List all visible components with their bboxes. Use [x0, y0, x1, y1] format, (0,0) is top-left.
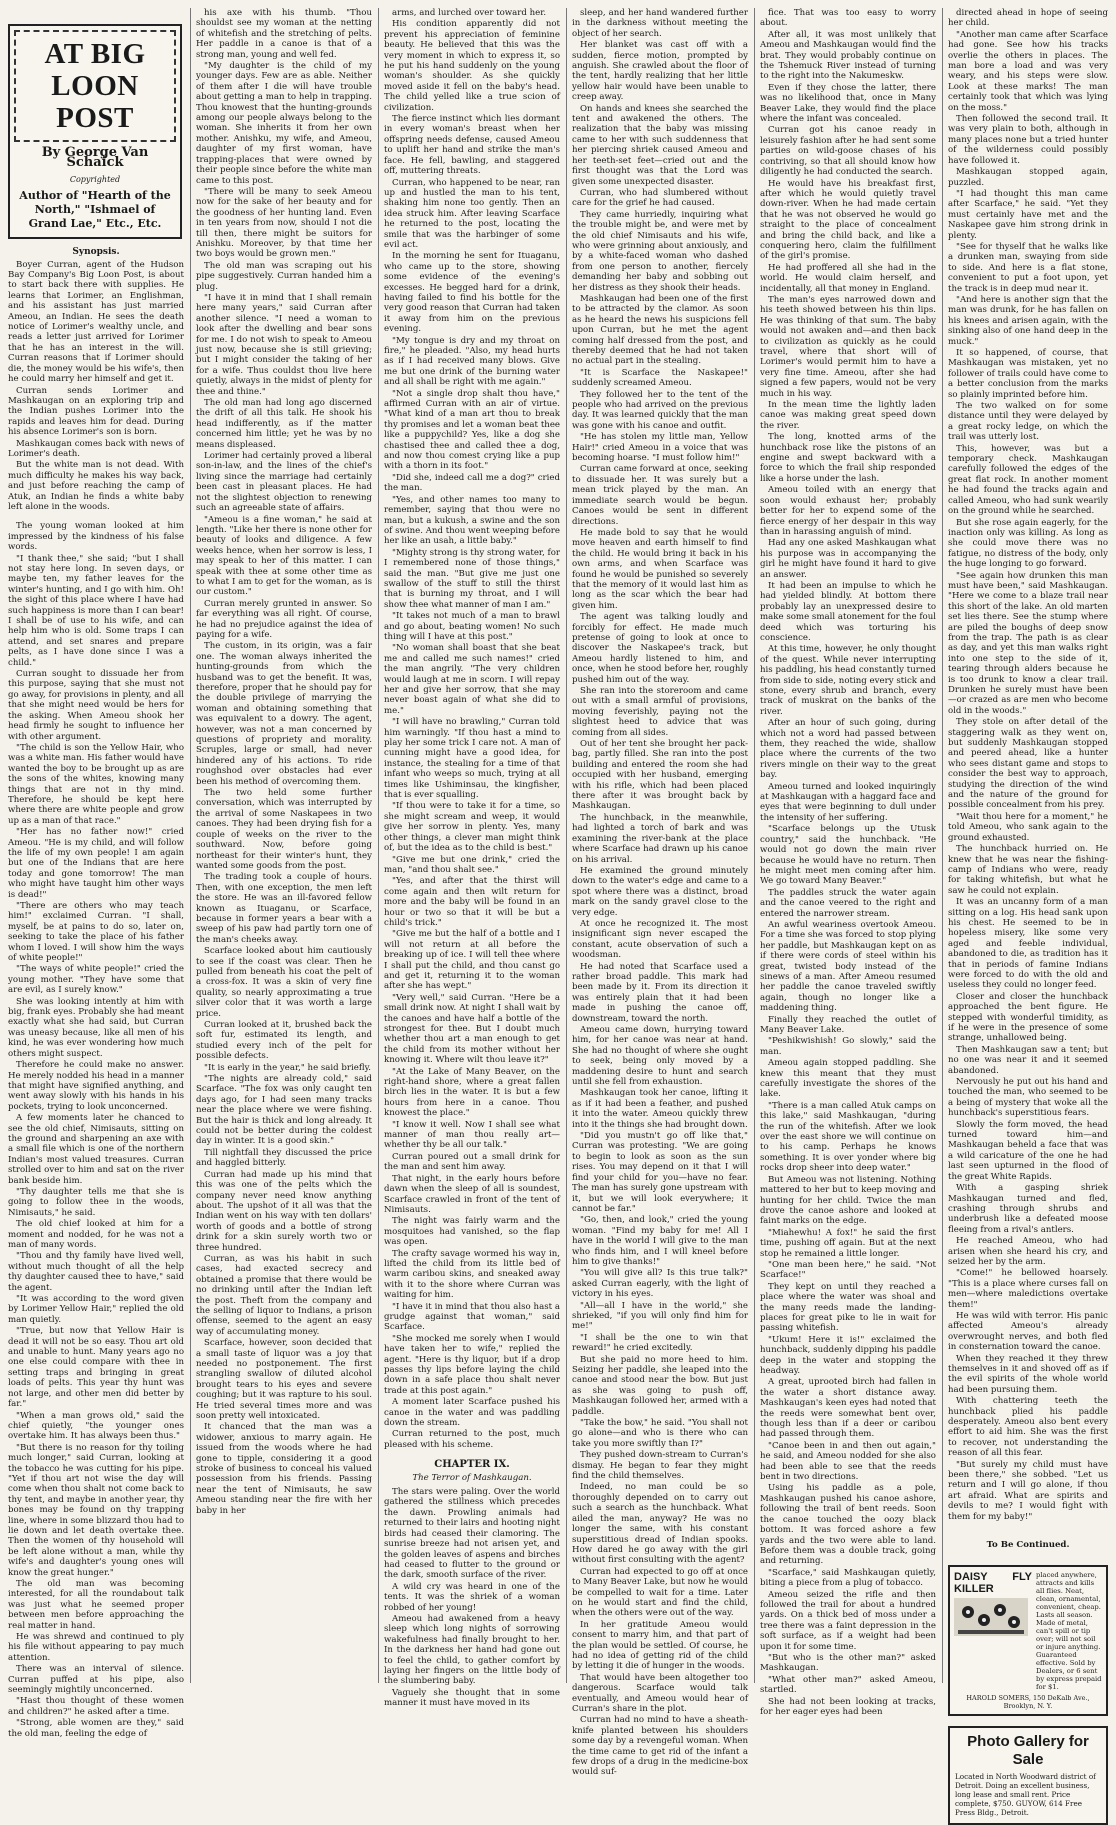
story-paragraph: She was looking intently at him with big, frank eyes. Probably she had meant exactly what she had said, but Curran was uneasy because, like all men of his kind, he was ever wondering how much others might suspect. — [8, 996, 184, 1059]
story-paragraph: The long, knotted arms of the hunchback rose like the pistons of an engine and swept backward with a force to which the frail ship responded like a horse under the lash. — [760, 432, 936, 484]
daisy-ad-footer: HAROLD SOMERS, 150 DeKalb Ave., Brooklyn, N. Y. — [966, 1693, 1090, 1710]
story-paragraph: "There is a man called Atuk camps on this lake," said Mashkaugan, "during the run of the whitefish. After we look over the east shore we will continue on to his camp. Perhaps he knows something. It is over yonder where big rocks drop sheer into deep water." — [760, 1100, 936, 1174]
story-paragraph: Curran, who happened to be near, ran up and hustled the man to his tent, shaking him none too gently. Then an idea struck him. After leaving Scarface he returned to the post, locating the smile that was the harbinger of some evil act. — [384, 177, 560, 250]
story-paragraph: "I will have no brawling," Curran told him warningly. "If thou hast a mind to play her some trick I care not. A man of cunning might have a good idea, for instance, the stealing for a time of that infant who weeps so much, trying at all times like Ushiminsau, the kingfisher, that is ever squalling. — [384, 717, 560, 801]
story-paragraph: An awful weariness overtook Ameou. For a time she was forced to stop plying her paddle, but Mashkaugan kept on as if there were cords of steel within his great, twisted body instead of the sinews of a man. After Ameou resumed her paddle the canoe traveled swiftly again, though no longer like a maddening thing. — [760, 919, 936, 1014]
story-paragraph: "And here is another sign that the man was drunk, for he has fallen on his knees and arisen again, with the sinking also of one hand deep in the muck." — [948, 294, 1108, 347]
story-paragraph: At once he recognized it. The most insignificant sign never escaped the constant, acute observation of such a woodsman. — [572, 918, 748, 961]
story-paragraph: "The ways of white people!" cried the young mother. "They have some that are evil, as I surely know." — [8, 964, 184, 996]
story-paragraph: "When a man grows old," said the chief quietly, "the younger ones overtake him. It has always been thus." — [8, 1410, 184, 1442]
story-paragraph: arms, and lurched over toward her. — [392, 8, 547, 18]
story-paragraph: Ameou toiled with an energy that soon would exhaust her; probably better for her to expend some of the fierce energy of her despair in this way than in harassing anguish of mind. — [760, 485, 936, 537]
story-paragraph: The old man was scraping out his pipe suggestively. Curran handed him a plug. — [196, 260, 372, 292]
story-paragraph: "See again how drunken this man must have been," said Mashkaugan. "Here we come to a blaze trail near this short of the lake. An old marten set lies there. See the stump where are piled the boughs of deep snow from the trap. The path is as clear as day, and yet this man walks right into one step to the side of it, tearing through alders because he is too drunk to know a clear trail. Drunken he surely must have been—or crazed as are men who become old in the woods." — [948, 570, 1108, 716]
column-divider — [190, 8, 191, 1683]
story-paragraph: "One man been here," he said. "Not Scarface!" — [760, 1259, 936, 1281]
story-paragraph: "Miahewhu! A fox!" he said the first time, pushing off again. But at the next stop he remained a little longer. — [760, 1227, 936, 1259]
story-paragraph: He was wild with terror. His panic affected Ameou's already overwrought nerves, and both fled in consternation toward the canoe. — [948, 1310, 1108, 1353]
story-paragraph: There was an interval of silence. Curran puffed at his pipe, also seemingly mightily unconcerned. — [8, 1664, 184, 1696]
story-paragraph: Then Mashkaugan saw a tent; but no one was near it and it seemed abandoned. — [948, 1044, 1108, 1076]
story-paragraph: The young woman looked at him impressed by the kindness of his false words. — [8, 521, 184, 553]
story-paragraph: "The nights are already cold," said Scarface. "The fox was only caught ten days ago, for I had seen many tracks near the place where we were fishing. But the hair is thick and long already. It could not be better during the coldest day in winter. It is a good skin." — [196, 1074, 372, 1147]
column-3 — [384, 8, 560, 1709]
story-paragraph: Indeed, no man could be so thoroughly depended on to carry out such a search as the hunchback. What ailed the man, anyway? He was no longer the same, with his constant superstitious dread of Indian spooks. How dared he go away with the girl without first consulting with the agent? — [572, 1482, 748, 1566]
chapter-subtitle: The Terror of Mashkaugan. — [412, 1472, 532, 1483]
story-paragraph: "But who is the other man?" asked Mashkaugan. — [760, 1652, 936, 1674]
story-paragraph: "What other man?" asked Ameou, startled. — [760, 1674, 936, 1696]
story-paragraph: The two walked on for some distance until they were delayed by a great rocky ledge, on which the trail was utterly lost. — [948, 401, 1108, 443]
story-paragraph: "Her has no father now!" cried Ameou. "He is my child, and will follow the life of my own people! I am again but one of the Indians that are here today and gone tomorrow! The man who might have taught him other ways is dead!" — [8, 827, 184, 900]
story-paragraph: Curran, who had slumbered without care for the grief he had caused. — [572, 187, 748, 209]
story-paragraph: Curran sought to dissuade her from this purpose, saying that she must not go away, for provisions in plenty, and all that she might need would be hers for the asking. When Ameou shook her head firmly he sought to influence her with other argument. — [8, 669, 184, 742]
story-paragraph: They kept on until they reached a place where the water was shoal and the many reeds made the landing-places for great pike to lie in wait for passing whitefish. — [760, 1281, 936, 1334]
byline: By George Van Schaick — [41, 145, 149, 171]
story-paragraph: But she paid no more heed to him. Seizing her paddle, she leaped into the canoe and stood near the bow. But just as she was going to push off, Mashkaugan followed her, armed with a paddle. — [572, 1354, 748, 1417]
story-paragraph: The two held some further conversation, which was interrupted by the arrival of some Naskapees in two canoes. They had been drying fish for a couple of weeks on the river to the southward. Now, before going northeast for their winter's hunt, they wanted some goods from the post. — [196, 788, 372, 871]
story-paragraph: It chanced that the man was a widower, anxious to marry again. He issued from the woods where he had gone to tipple, considering it a good stroke of business to conceal his valued possession from his friends. Passing near the tent of Nimisauts, he saw Ameou standing near the fire with her baby in her — [196, 1422, 372, 1516]
story-paragraph: Out of her tent she brought her pack-bag, partly filled. She ran into the post building and entered the room she had occupied with her husband, emerging with his rifle, which had been placed there after it was brought back by Mashkaugan. — [572, 739, 748, 812]
story-paragraph: Slowly the form moved, the head turned toward him—and Mashkaugan beheld a face that was a wild caricature of the one he had last seen upturned in the flood of the great White Rapids. — [948, 1119, 1108, 1182]
story-paragraph: "It is Scarface the Naskapee!" suddenly screamed Ameou. — [572, 367, 748, 389]
story-paragraph: On hands and knees she searched the tent and awakened the others. The realization that the baby was missing came to her with such suddenness that her piercing shriek caused Ameou and her teeth-set feet—cried out and the first thought was that the Lord was given some unexpected disaster. — [572, 103, 748, 187]
story-paragraph: Scarface, however, soon decided that a small taste of liquor was a joy that needed no postponement. The first strangling swallow of diluted alcohol brought tears to his eyes and severe coughing; but it was rapture to his soul. He tried several times more and was soon pretty well intoxicated. — [196, 1338, 372, 1422]
story-paragraph: They pushed down-stream to Curran's dismay. He began to fear they might find the child themselves. — [572, 1450, 748, 1482]
column-divider — [378, 8, 379, 1683]
story-paragraph: In her gratitude Ameou would consent to marry him, and that part of the plan would be settled. Of course, he had no idea of getting rid of the child by letting it die of hunger in the woods. — [572, 1619, 748, 1672]
story-paragraph: "Peshikwishish! Go slowly," said the man. — [760, 1036, 936, 1057]
story-paragraph: Curran poured out a small drink for the man and sent him away. — [384, 1151, 560, 1173]
story-paragraph: Mashkaugan had been one of the first to be attracted by the clamor. As soon as he heard the news his suspicions fell upon Curran, but he met the agent coming half dressed from the post, and thereby deemed that he had not taken no actual part in the stealing. — [572, 293, 748, 367]
story-paragraph: "There will be many to seek Ameou now for the sake of her beauty and for the goodness of her hunting land. Even in ten years from now, should I not die till then, there might be suitors for Anishku. Moreover, by that time her two boys would be grown men." — [196, 186, 372, 260]
story-paragraph: "I know it well. Now I shall see what manner of man thou really art—whether thy be all our talk." — [384, 1119, 560, 1151]
story-paragraph: The man's eyes narrowed down and his teeth showed between his thin lips. He was thinking of that sum. The baby would not awaken and—and then back to civilization as quickly as he could travel, where that short will of Lorimer's would permit him to have a very fine time. Ameou, after she had signed a few papers, would not be very much in his way. — [760, 294, 936, 399]
column-6 — [948, 8, 1108, 1817]
story-paragraph: It had been an impulse to which he had yielded blindly. At bottom there probably lay an unexpressed desire to make some small atonement for the foul deed which was torturing his conscience. — [760, 580, 936, 643]
story-paragraph: When they reached it they threw themselves in it and shoved off as if the evil spirits of the whole world had been pursuing them. — [948, 1353, 1108, 1395]
daisy-ad-body: placed anywhere, attracts and kills all flies. Neat, clean, ornamental, convenient, cheap. Lasts all season. Made of metal, can't spill or tip over; will not soil or injure anything. Guaranteed effective. Sold by Dealers, or 6 sent by express prepaid for $1. — [1036, 1570, 1102, 1691]
story-paragraph: Ameou had awakened from a heavy sleep which long nights of sorrowing wakefulness had finally brought to her. In the darkness her hand had gone out to feel the child, to gather comfort by laying her fingers on the little body of the slumbering baby. — [384, 1613, 560, 1687]
column-divider — [754, 8, 755, 1683]
story-paragraph: The old man had long ago discerned the drift of all this talk. He shook his head indifferently, as if the matter concerned him little; yet he was by no means displeased. — [196, 398, 372, 450]
fly-killer-illustration-icon — [954, 1598, 1028, 1636]
column-6-text — [948, 8, 1108, 1522]
story-paragraph: That night, in the early hours before dawn when the sleep of all is soundest, Scarface crawled in front of the tent of Nimisauts. — [384, 1173, 560, 1215]
story-paragraph: sleep, and her hand wandered further in the darkness without meeting the object of her search. — [572, 8, 748, 39]
daisy-ad-title: DAISY FLY KILLER — [954, 1570, 1032, 1595]
story-paragraph: "I had thought this man came after Scarface," he said. "Yet they must certainly have met and the Naskapee gave him strong drink in plenty. — [948, 188, 1108, 241]
story-paragraph: his axe with his thumb. "Thou shouldst see my woman at the netting of whitefish and the stretching of pelts. Her paddle in a canoe is that of a strong man, young and well fed. — [196, 8, 372, 60]
synopsis-paragraph: But the white man is not dead. With much difficulty he makes his way back, and just before reaching the camp of Atuk, an Indian he finds a white baby left alone in the woods. — [8, 460, 184, 512]
story-paragraph: The fierce instinct which lies dormant in every woman's breast when her offspring needs defense, caused Ameou to uplift her hand and strike the man's face. He fell, bawling, and staggered off, muttering threats. — [384, 114, 560, 177]
story-paragraph: It was an uncanny form of a man sitting on a log. His head sank upon his chest. He seemed to be in hopeless misery, like some very aged and feeble individual, abandoned to die, as tradition has it that in periods of famine Indians were forced to do with the old and useless they could no longer feed. — [948, 897, 1108, 991]
story-paragraph: He examined the ground minutely down to the water's edge and came to a spot where there was a distinct, broad mark on the sandy gravel close to the very edge. — [572, 865, 748, 918]
story-paragraph: directed ahead in hope of seeing her child. — [948, 8, 1108, 29]
story-paragraph: "It was according to the word given by Lorimer Yellow Hair," replied the old man quietly. — [8, 1294, 184, 1325]
author-credits: Author of "Hearth of the North," "Ishmael of Grand Lae," Etc., Etc. — [19, 189, 171, 231]
story-paragraph: It so happened, of course, that Mashkaugan was mistaken, yet no follower of trails could have come to a better conclusion from the marks so plainly imprinted before him. — [948, 348, 1108, 400]
story-paragraph: Closer and closer the hunchback approached the bent figure. He stepped with wonderful timidity, as if he were in the presence of some strange, unhallowed being. — [948, 991, 1108, 1044]
story-paragraph: Curran had no mind to have a sheath-knife planted between his shoulders some day by a revengeful woman. When the time came to get rid of the infant a few drops of a drug in the medicine-box would suf- — [572, 1715, 748, 1778]
story-paragraph: Ameou came down, hurrying toward him, for her canoe was near at hand. She had no thought of where she ought to seek, being only moved by a maddening desire to hunt and search until she fell from exhaustion. — [572, 1025, 748, 1088]
story-paragraph: They followed her to the tent of the people who had arrived on the previous day. It was learned quickly that the man was gone with his canoe and outfit. — [572, 389, 748, 431]
story-paragraph: The stars were paling. Over the world gathered the stillness which precedes the dawn. Prowling animals had returned to their lairs and hooting night birds had ceased their clamoring. The sunrise breeze had not arisen yet, and the golden leaves of aspens and birches had ceased to flutter to the ground or the dark, smooth surface of the river. — [384, 1487, 560, 1581]
story-paragraph: A moment later Scarface pushed his canoe in the water and was paddling down the stream. — [384, 1397, 560, 1429]
story-paragraph: With chattering teeth the hunchback plied his paddle desperately. Ameou also bent every effort to aid him. She was the first to recover, not understanding the reason of all this fear. — [948, 1396, 1108, 1459]
column-1-text — [8, 521, 184, 1739]
story-paragraph: After all, it was most unlikely that Ameou and Mashkaugan would find the brat. They would probably continue on the Tshemuck River instead of turning to the right into the Nakumeskw. — [760, 29, 936, 82]
story-paragraph: Mashkaugan took her canoe, lifting it as if it had been a feather, and pushed it into the water. Ameou quickly threw into it the things she had brought down. — [572, 1088, 748, 1130]
story-paragraph: "I have it in mind that thou also hast a grudge against that woman," said Scarface. — [384, 1301, 560, 1333]
story-paragraph: "Ukum! Here it is!" exclaimed the hunchback, suddenly dipping his paddle deep in the water and stopping the headway. — [760, 1334, 936, 1376]
story-paragraph: "She mocked me sorely when I would have taken her to wife," replied the agent. "Here is thy liquor, but if a drop passes thy lips before laying the child down in a safe place thou shalt never trade at this post again." — [384, 1333, 560, 1396]
story-paragraph: He had proffered all she had in the world. He would claim herself, and incidentally, all that money in England. — [760, 262, 936, 294]
story-paragraph: Ameou turned and looked inquiringly at Mashkaugan with a haggard face and eyes that were beginning to dull under the intensity of her suffering. — [760, 781, 936, 823]
story-paragraph: Till nightfall they discussed the price and haggled bitterly. — [196, 1147, 372, 1169]
column-divider — [942, 8, 943, 1683]
story-paragraph: "Another man came after Scarface had gone. See how his tracks overlie the others in places. The man bore a load and was very weary, and his steps were slow. Look at these marks! The man certainly took that which was lying on the moss." — [948, 29, 1108, 113]
story-paragraph: He made bold to say that he would move heaven and earth himself to find the child. He would bring it back in his own arms, and when Scarface was found he would be punished so severely that the memory of it would last him as long as the scar which the bear had given him. — [572, 527, 748, 611]
story-paragraph: Curran came forward at once, seeking to dissuade her. It was surely but a mean trick played by the man. An immediate search would be begun. Canoes would be sent in different directions. — [572, 464, 748, 527]
synopsis-paragraph: Curran sends Lorimer and Mashkaugan on an exploring trip and the Indian pushes Lorimer into the rapids and leaves him for dead. During his absence Lorimer's son is born. — [8, 385, 184, 438]
story-paragraph: Curran looked at it, brushed back the soft fur, estimated its length, and studied every inch of the pelt for possible defects. — [196, 1020, 372, 1062]
photo-ad-body: Located in North Woodward district of Detroit. Doing an excellent business, long lease and small rent. Price complete, $750. GUYOW, 614 Free Press Bldg., Detroit. — [955, 1771, 1096, 1817]
story-paragraph: The crafty savage wormed his way in, lifted the child from its little bed of warm caribou skins, and sneaked away with it to the shore where Curran was waiting for him. — [384, 1248, 560, 1301]
story-title-block — [8, 24, 182, 239]
story-paragraph: "It is early in the year," he said briefly. — [204, 1062, 372, 1073]
story-paragraph: Her blanket was cast off with a sudden, fierce motion, prompted by anguish. She crawled about the floor of the tent, hardly realizing that her little yellow hair would have been unable to creep away. — [572, 40, 748, 103]
story-paragraph: "Give me but one drink," cried the man, "and thou shalt see." — [384, 854, 560, 875]
story-paragraph: They came hurriedly, inquiring what the trouble might be, and were met by the old chief Nimisauts and his wife, who were grinning about anxiously, and by a white-faced woman who dashed from one person to another, fiercely demanding her baby and sobbing out her distress as they shook their heads. — [572, 209, 748, 293]
story-paragraph: Lorimer had certainly proved a liberal son-in-law, and the lines of the chief's living since the marriage had certainly been cast in pleasant places. He had not the slightest objection to renewing such an agreeable state of affairs. — [196, 451, 372, 514]
story-paragraph: Then followed the second trail. It was very plain to both, although in many places none but a tried hunter of the wilderness could possibly have followed it. — [948, 114, 1108, 166]
column-1 — [8, 8, 184, 1739]
story-paragraph: "Thy daughter tells me that she is going to follow thee in the woods, Nimisauts," he said. — [8, 1186, 184, 1218]
story-paragraph: "See for thyself that he walks like a drunken man, swaying from side to side. And here is a flat stone, convenient to put a foot upon, yet the track is in deep mud near it. — [948, 241, 1108, 294]
story-title: AT BIG LOON POST — [44, 38, 146, 134]
synopsis-paragraph: Boyer Curran, agent of the Hudson Bay Company's Big Loon Post, is about to start back there with supplies. He learns that Lorimer, an Englishman, and his assistant has just married Ameou, an Indian. He sees the death notice of Lorimer's wealthy uncle, and reads a letter just arrived for Lorimer that he has an interest in the will. Curran reasons that if Lorimer should die, the money would be his wife's, then he could marry her himself and get it. — [8, 259, 184, 385]
story-paragraph: "Did you mustn't go off like that," Curran was protesting. "We are going to begin to look as soon as the sun rises. You may depend on it that I will find your child for you—have no fear. The man has surely gone upstream with it, but we will look everywhere; it cannot be far." — [572, 1131, 748, 1214]
story-paragraph: But Ameou was not listening. Nothing mattered to her but to keep moving and hunting for her child. Twice the man drove the canoe ashore and looked at faint marks on the edge. — [760, 1174, 936, 1227]
copyright-notice: Copyrighted — [69, 174, 121, 184]
story-paragraph: They stole on after detail of the staggering walk as they went on, but suddenly Mashkaugan stopped and peered ahead, like a hunter who sees distant game and stops to consider the best way to approach, studying the direction of the wind and the nature of the ground for possible concealment from his prey. — [948, 717, 1108, 811]
daisy-ad-content — [954, 1571, 1102, 1691]
story-paragraph: "Yes, and other names too many to remember, saying that thou were no man, but a kukush, a swine and the son of swine. And thou went weeping before her like an usah, a little baby." — [384, 494, 560, 547]
column-5 — [760, 8, 936, 1717]
chapter-text — [384, 1487, 560, 1709]
story-paragraph: Curran, as was his habit in such cases, had exacted secrecy and obtained a promise that there would be no drinking until after the Indian left the post. Theft from the company and the selling of liquor to Indians, a prison offense, seemed to the agent an easy way of accumulating money. — [196, 1253, 372, 1337]
daisy-ad-left — [954, 1571, 1032, 1639]
story-paragraph: "I shall be the one to win that reward!" he cried excitedly. — [572, 1332, 748, 1354]
story-paragraph: Had any one asked Mashkaugan what his purpose was in accompanying the girl he might have found it hard to give an answer. — [760, 538, 936, 580]
story-paragraph: "Thou and thy family have lived well, without much thought of all the help thy daughter caused thee to have," said the agent. — [8, 1251, 184, 1293]
story-paragraph: "Hast thou thought of these women and children?" he asked after a time. — [8, 1696, 184, 1717]
story-paragraph: With a gasping shriek Mashkaugan turned and fled, crashing through shrubs and underbrush like a defeated moose fleeing from a rival's antlers. — [948, 1183, 1108, 1235]
story-paragraph: Finally they reached the outlet of Many Beaver Lake. — [760, 1014, 936, 1035]
story-paragraph: "I have it in mind that I shall remain here many years," said Curran after another silence. "I need a woman to look after the dwelling and bear sons for me. I do not wish to speak to Ameou just now, because she is still grieving; but I might consider the taking of her for a wife. Thus couldst thou live here quietly, always in the midst of plenty for thee and thine." — [196, 292, 372, 397]
story-paragraph: The hunchback hurried on. He knew that he was near the fishing-camp of Indians who were, ready for taking whitefish, but what he saw he could not explain. — [948, 844, 1108, 896]
story-paragraph: "The child is son the Yellow Hair, who was a white man. His father would have wanted the boy to be brought up as are the sons of the whites, knowing many things that are not in thy mind. Therefore, he should be kept here where there are white people and grow up as a man of that race." — [8, 742, 184, 826]
story-paragraph: "Mighty strong is thy strong water, for I remembered none of those things," said the man. "But give me just one swallow of the stuff to still the thirst that is burning my throat, and I will show thee what manner of man I am." — [384, 547, 560, 610]
story-paragraph: Curran got his canoe ready in leisurely fashion after he had sent some parties on wild-goose chases of his contriving, so that all should know how diligently he had conducted the search. — [760, 125, 936, 178]
synopsis-heading: Synopsis. — [72, 247, 120, 258]
daisy-fly-killer-ad — [948, 1565, 1108, 1716]
story-paragraph: The hunchback, in the meanwhile, had lighted a torch of bark and was examining the river-bank at the place where Scarface had drawn up his canoe on his arrival. — [572, 812, 748, 865]
synopsis-body — [8, 260, 184, 513]
column-4 — [572, 8, 748, 1778]
story-paragraph: "Scarface belongs up the Utusk country," said the hunchback. "He would not go down the main river because he would have no return. Then he might meet men coming after him. We go toward Many Beaver." — [760, 824, 936, 887]
story-paragraph: "But there is no reason for thy toiling much longer," said Curran, looking at the tobacco he was cutting for his pipe. "Yet if thou art not wise the day will come when thou shalt not come back to thy tent, and maybe in another year, thy bones may be found on thy trapping line, where in some blizzard thou had to lie down and let death overtake thee. Then the women of thy household will be left alone without a man, while thy wife's and daughter's young ones will know the great hunger." — [8, 1442, 184, 1578]
story-paragraph: "My daughter is the child of my younger days. Few are as able. Neither of them after I die will have trouble about getting a man to help in trapping. Thou knowest that the hunting-grounds among our people always belong to the woman. She inherits it from her own mother. Anishku, my wife, and Ameou, daughter of my first woman, have trapping-places that were owned by their people since before the white man came to this post. — [196, 61, 372, 186]
story-paragraph: Curran merely grunted in answer. So far everything was all right. Of course, he had no prejudice against the idea of paying for a wife. — [196, 598, 372, 640]
story-paragraph: Ameou seized the rifle and then followed the trail for about a hundred yards. On a thick bed of moss under a tree there was a faint depression in the soft surface, as if a weight had been upon it for some time. — [760, 1589, 936, 1652]
story-paragraph: Scarface looked about him cautiously to see if the coast was clear. Then he pulled from beneath his coat the pelt of a cross-fox. It was a skin of very fine quality, so nearly approximating a true silver color that it was worth a large price. — [196, 946, 372, 1019]
story-paragraph: "Scarface," said Mashkaugan quietly, biting a piece from a plug of tobacco. — [760, 1567, 936, 1589]
story-paragraph: A wild cry was heard in one of the tents. It was the shriek of a woman robbed of her young! — [384, 1581, 560, 1613]
story-paragraph: "It takes not much of a man to brawl and go about, beating women! No such thing will I have at this post." — [384, 611, 560, 642]
column-3-text — [384, 8, 560, 1450]
story-paragraph: Ameou again stopped paddling. She knew this meant that they must carefully investigate the shores of the lake. — [760, 1058, 936, 1100]
story-paragraph: Curran had expected to go off at once to Many Beaver Lake, but now he would be compelled to wait for a time. Later on he would start and find the child, when the others were out of the way. — [572, 1566, 748, 1619]
story-paragraph: In the mean time the lightly laden canoe was making great speed down the river. — [760, 400, 936, 431]
story-paragraph: "True, but now that Yellow Hair is dead it will not be so easy. Thou art old and unable to hunt. Many years ago no one else could compare with thee in setting traps and bringing in great loads of pelts. This year thy hunt was not large, and other men did better by far." — [8, 1326, 184, 1410]
story-paragraph: She ran into the storeroom and came out with a small armful of provisions, moving feverishly, paying not the slightest heed to advice that was coming from all sides. — [572, 686, 748, 738]
story-paragraph: Mashkaugan stopped again, puzzled. — [948, 167, 1108, 188]
story-paragraph: "Not a single drop shalt thou have," affirmed Curran with an air of virtue. "What kind of a man art thou to break thy promises and let a woman beat thee like a puppychild? Yes, like a dog she chastised thee and called thee a dog, and now thou comest crying like a pup with a thorn in its foot." — [384, 388, 560, 472]
story-paragraph: A great, uprooted birch had fallen in the water a short distance away. Mashkaugan's keen eyes had noted that the reeds were somewhat bent over, though less than if a deer or caribou had passed through them. — [760, 1377, 936, 1440]
story-paragraph: "Canoe been in and then out again," he said, and Ameou nodded for she also had been able to see that the reeds bent in two directions. — [760, 1440, 936, 1483]
story-paragraph: "There are others who may teach him!" exclaimed Curran. "I shall, myself, be at pains to do so, later on, seeking to take the place of his father whom I loved. I will show him the ways of white people!" — [8, 901, 184, 964]
story-paragraph: "Very well," said Curran. "Here be a small drink now. At night I shall wait by the canoes and have half a bottle of the strongest for thee. But I doubt much whether thou art a man enough to get the child from its mother without her knowing it. Where wilt thou leave it?" — [384, 992, 560, 1066]
photo-ad-title: Photo Gallery for Sale — [967, 1732, 1089, 1768]
story-paragraph: He was shrewd and continued to ply his file without appearing to pay much attention. — [8, 1632, 184, 1663]
story-paragraph: The custom, in its origin, was a fair one. The woman always inherited the hunting-grounds from which the husband was to get the benefit. It was, therefore, proper that he should pay for the double privilege of marrying the woman and obtaining something that was equivalent to a dowry. The agent, however, was not a man concerned by questions of propriety and morality. Scruples, large or small, had never hindered any of his actions. To ride roughshod over obstacles had ever been his method of overcoming them. — [196, 641, 372, 787]
story-paragraph: That would have been altogether too dangerous. Scarface would talk eventually, and Ameou would hear of Curran's share in the plot. — [572, 1672, 748, 1714]
story-paragraph: Even if they chose the latter, there was no likelihood that, once in Many Beaver Lake, they would find the place where the infant was concealed. — [760, 82, 936, 125]
story-paragraph: After an hour of such going, during which not a word had passed between them, they reached the wide, shallow place where the currents of the two rivers mingle on their way to the great bay. — [760, 718, 936, 781]
photo-gallery-ad — [948, 1726, 1108, 1825]
story-paragraph: "Give me but the half of a bottle and I will not return at all before the breaking up of ice. I will tell thee where I shall put the child, and thou canst go and get it, returning it to the woman after she has wept." — [384, 929, 560, 992]
column-2 — [196, 8, 372, 1683]
story-paragraph: His condition apparently did not prevent his appreciation of feminine beauty. He believed that this was the very moment in which to express it, so he put his hand suddenly on the young woman's shoulder. As she quickly moved aside it fell on the baby's head. The child yelled like a true scion of civilization. — [384, 19, 560, 113]
story-paragraph: "Did she, indeed call me a dog?" cried the man. — [384, 472, 560, 494]
story-paragraph: The old man was becoming interested, for all the roundabout talk was just what he seemed proper between men before approaching the real matter in hand. — [8, 1579, 184, 1631]
story-paragraph: "No woman shall boast that she beat me and called me such names!" cried the man angrily. "The very children would laugh at me in scorn. I will repay her and give her sorrow, that she may never boast again of what she did to me." — [384, 643, 560, 716]
story-paragraph: The night was fairly warm and the mosquitoes had vanished, so the flap was open. — [384, 1216, 560, 1248]
story-paragraph: Curran returned to the post, much pleased with his scheme. — [384, 1429, 560, 1450]
story-paragraph: Nervously he put out his hand and touched the man, who seemed to be a being of mystery that woke all the hunchback's superstitious fears. — [948, 1077, 1108, 1119]
story-paragraph: fice. That was too easy to worry about. — [760, 8, 936, 29]
story-paragraph: This, however, was but a temporary check. Mashkaugan carefully followed the edges of the great flat rock. In another moment he had found the tracks again and called Ameou, who had sunk wearily on the ground while he searched. — [948, 443, 1108, 517]
synopsis-paragraph: Mashkaugan comes back with news of Lorimer's death. — [8, 438, 184, 459]
story-paragraph: "Go, then, and look," cried the young woman. "Find my baby for me! All I have in the world I will give to the man who finds him, and I will kneel before him to give thanks!" — [572, 1215, 748, 1267]
story-paragraph: The old chief looked at him for a moment and nodded, for he was not a man of many words. — [8, 1219, 184, 1250]
story-paragraph: "But surely my child must have been there," she sobbed. "Let us return and I will go alone, if thou art afraid. What are spirits and devils to me? I would fight with them for my baby!" — [948, 1459, 1108, 1522]
story-paragraph: Using his paddle as a pole, Mashkaugan pushed his canoe ashore, following the trail of bent reeds. Soon the canoe touched the oozy black bottom. It was forced ashore a few yards and the two were able to land. Before them was a double track, going and returning. — [760, 1483, 936, 1567]
story-paragraph: "I thank thee," she said; "but I shall not stay here long. In seven days, or maybe ten, my father leaves for the winter's hunting, and I go with him. Oh! the sight of this place where I have had such happiness is more than I can bear! I shall be of use to his wife, and can help him who is old. Some traps I can attend, and set snares and prepare pelts, as I have done since I was a child." — [8, 553, 184, 668]
story-paragraph: She had not been looking at tracks, for her eager eyes had been — [760, 1696, 936, 1717]
chapter-heading: CHAPTER IX. — [434, 1459, 510, 1471]
story-paragraph: "If thou were to take it for a time, so she might scream and weep, it would give her sorrow in plenty. Yes, many other things, a clever man might think of, but the idea as to the child is best." — [384, 801, 560, 854]
story-paragraph: "My tongue is dry and my throat on fire," he pleaded. "Also, my head hurts as if I had received many blows. Give me but one drink of the burning water and all shall be right with me again." — [384, 335, 560, 388]
story-paragraph: "Ameou is a fine woman," he said at length. "Like her there is none other for beauty of looks and diligence. A few weeks hence, when her sorrow is less, I may speak to her of this matter. I can speak with thee at some other time as to what I am to get for the woman, as is our custom." — [196, 514, 372, 598]
story-paragraph: Curran had made up his mind that this was one of the pelts which the company never need know anything about. The upshot of it all was that the Indian went on his way with ten dollars' worth of goods and a bottle of strong drink for a skin surely worth two or three hundred. — [196, 1169, 372, 1253]
story-paragraph: "He has stolen my little man, Yellow Hair!" cried Ameou in a voice that was becoming hoarse. "I must follow him!" — [572, 432, 748, 464]
story-paragraph: "All—all I have in the world," she shrieked, "if you will only find him for me!" — [572, 1300, 748, 1332]
story-paragraph: He had noted that Scarface used a rather broad paddle. This mark had been made by it. From its direction it was entirely plain that it had been made in pushing the canoe off, downstream, toward the north. — [572, 961, 748, 1024]
column-5-text — [760, 8, 936, 1717]
story-paragraph: The agent was talking loudly and forcibly for effect. He made much pretense of going to look at once to discover the Naskapee's track, but Ameou hardly listened to him, and once, when he stood before her, roughly pushed him out of the way. — [572, 612, 748, 685]
story-paragraph: "Come!" he bellowed hoarsely. "This is a place where curses fall on men—where maledictions overtake them!" — [948, 1268, 1108, 1310]
story-paragraph: A few moments later he chanced to see the old chief, Nimisauts, sitting on the ground and sharpening an axe with a small file which is one of the northern Indian's most valued treasures. Curran strolled over to him and sat on the river bank beside him. — [8, 1113, 184, 1186]
story-title-frame — [14, 30, 176, 142]
story-paragraph: Vaguely she thought that in some manner it must have moved in its — [384, 1687, 560, 1709]
to-be-continued: To Be Continued. — [986, 1540, 1070, 1551]
story-paragraph: The paddles struck the water again and the canoe veered to the right and entered the narrower stream. — [760, 887, 936, 919]
story-paragraph: "Wait thou here for a moment," he told Ameou, who sank again to the ground exhausted. — [948, 811, 1108, 843]
story-paragraph: The trading took a couple of hours. Then, with one exception, the men left the store. He was an ill-favored fellow known as Ituaganu, or Scarface, because in former years a bear with a sweep of his paw had partly torn one of the man's cheeks away. — [196, 872, 372, 945]
story-paragraph: "Strong, able women are they," said the old man, feeling the edge of — [8, 1718, 184, 1739]
story-paragraph: At this time, however, he only thought of the quest. While never interrupting his paddling, his head constantly turned from side to side, noting every stick and stone, every shrub and branch, every track of muskrat on the banks of the river. — [760, 644, 936, 717]
story-paragraph: "Take the bow," he said. "You shall not go alone—and who is there who can take you more swiftly than I?" — [572, 1418, 748, 1449]
column-4-text — [572, 8, 748, 1778]
story-paragraph: "Yes, and after that the thirst will come again and then wilt return for more and the baby will be found in an hour or two so that it will be but a child's trick." — [384, 876, 560, 928]
story-paragraph: Therefore he could make no answer. He merely nodded his head in a manner that might have signified anything, and went away slowly with his hands in his pockets, trying to look unconcerned. — [8, 1060, 184, 1112]
story-paragraph: In the morning he sent for Ituaganu, who came up to the store, showing some evidence of the evening's excesses. He begged hard for a drink, having failed to find his bottle for the very good reason that Curran had taken it away from him on the previous evening. — [384, 251, 560, 335]
column-2-text — [196, 8, 372, 1516]
story-paragraph: But she rose again eagerly, for the inaction only was killing. As long as she could move there was no fatigue, no distress of the body, only the huge longing to go forward. — [948, 517, 1108, 570]
story-paragraph: He would have his breakfast first, after which he would quietly travel down-river. When he had made certain that he was not observed he would go straight to the place of concealment and bring the child back, and like a conquering hero, claim the fulfillment of the girl's promise. — [760, 178, 936, 262]
story-paragraph: "You will give all? Is this true talk?" asked Curran eagerly, with the light of victory in his eyes. — [572, 1268, 748, 1300]
story-paragraph: "At the Lake of Many Beaver, on the right-hand shore, where a great fallen birch lies in the water. It is but a few hours from here in a canoe. Thou knowest the place." — [384, 1066, 560, 1119]
column-divider — [566, 8, 567, 1683]
story-paragraph: He reached Ameou, who had arisen when she heard his cry, and seized her by the arm. — [948, 1236, 1108, 1267]
